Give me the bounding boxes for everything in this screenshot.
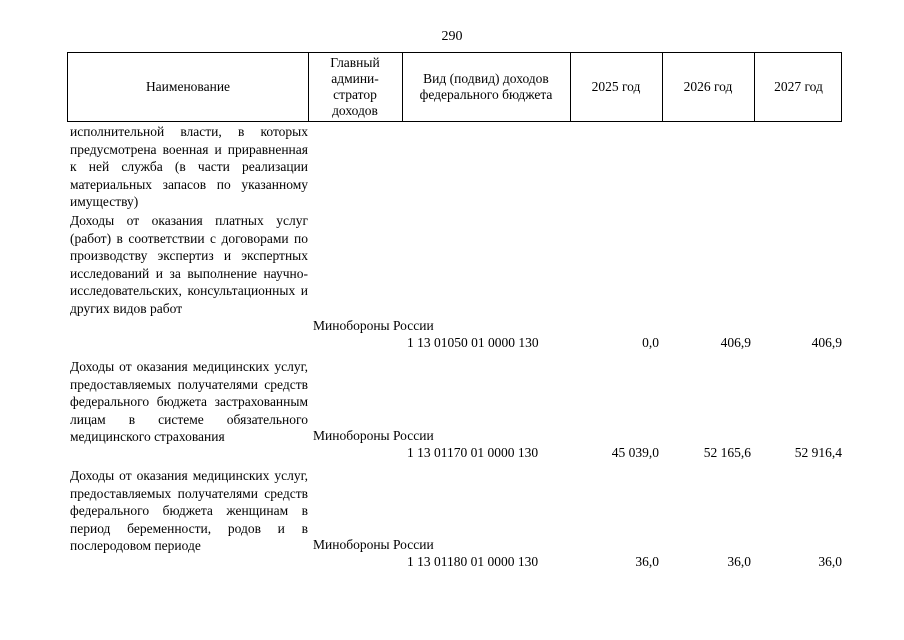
row-code: 1 13 01050 01 0000 130 xyxy=(407,335,539,350)
header-admin-line: доходов xyxy=(332,103,378,118)
header-admin xyxy=(308,53,403,121)
row-value-2027: 36,0 xyxy=(818,554,842,569)
row-code: 1 13 01180 01 0000 130 xyxy=(407,554,539,569)
header-admin-line: админи- xyxy=(331,71,379,86)
row-name: Доходы от оказания медицинских услуг, предоставляемых получателями средств федерального бюджета застрахованным лицам в системе обязательного медицинского страхования xyxy=(70,359,308,444)
row-code: 1 13 01170 01 0000 130 xyxy=(407,445,539,460)
header-admin-line: стратор xyxy=(333,87,377,102)
row-admin: Минобороны России xyxy=(313,318,434,333)
row-value-2025: 0,0 xyxy=(642,335,659,350)
row-name: исполнительной власти, в которых предусмотрена военная и приравненная к ней служба (в части реализации материальных запасов по указанному имуществу) xyxy=(70,124,308,209)
header-2027 xyxy=(754,53,843,121)
header-name xyxy=(68,53,309,121)
header-code-line: федерального бюджета xyxy=(419,87,553,102)
row-value-2026: 52 165,6 xyxy=(703,445,751,460)
header-admin-line: Главный xyxy=(330,55,380,70)
header-2026 xyxy=(662,53,755,121)
row-admin: Минобороны России xyxy=(313,428,434,443)
header-code xyxy=(402,53,571,121)
header-2026-label: 2026 год xyxy=(683,79,733,94)
header-name-label: Наименование xyxy=(145,79,231,94)
header-2025 xyxy=(570,53,663,121)
row-admin: Минобороны России xyxy=(313,537,434,552)
row-name: Доходы от оказания медицинских услуг, предоставляемых получателями средств федерального бюджета женщинам в период беременности, родов и в послеродовом периоде xyxy=(70,468,308,553)
row-value-2026: 406,9 xyxy=(720,335,751,350)
row-value-2026: 36,0 xyxy=(727,554,751,569)
row-value-2027: 406,9 xyxy=(811,335,842,350)
header-2027-label: 2027 год xyxy=(774,79,823,94)
header-2025-label: 2025 год xyxy=(591,79,641,94)
page-number: 290 xyxy=(441,29,463,44)
row-value-2025: 45 039,0 xyxy=(611,445,659,460)
table-header xyxy=(67,52,842,122)
row-name: Доходы от оказания платных услуг (работ) в соответствии с договорами по производству экспертиз и экспертных исследований и за выполнение научно-исследовательских, консультационных и других видов работ xyxy=(70,213,308,316)
row-value-2027: 52 916,4 xyxy=(794,445,842,460)
header-code-line: Вид (подвид) доходов xyxy=(423,71,549,86)
row-value-2025: 36,0 xyxy=(635,554,659,569)
